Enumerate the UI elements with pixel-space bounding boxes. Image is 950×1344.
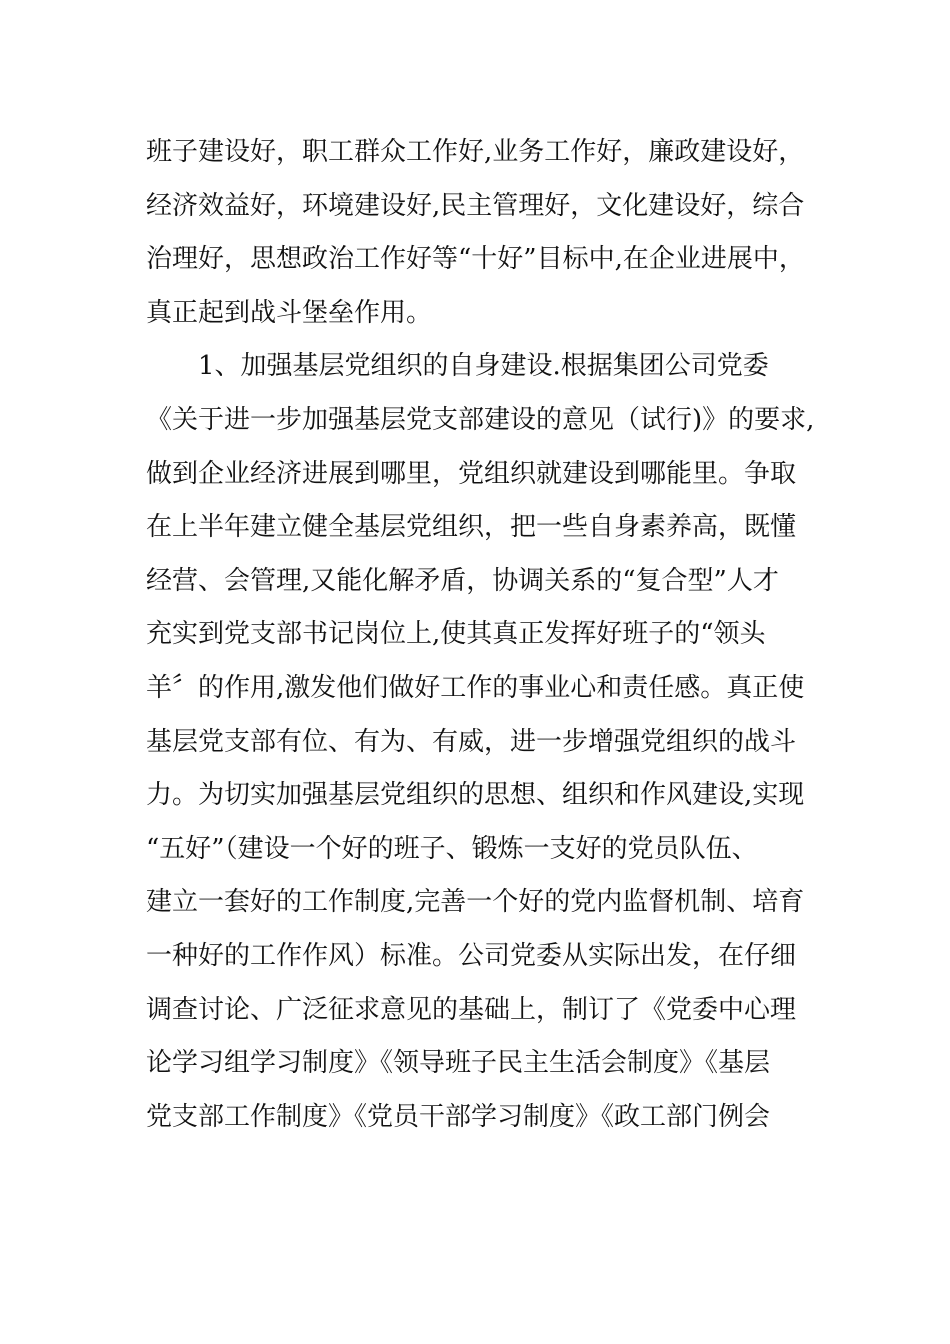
text-line: 班子建设好，职工群众工作好,业务工作好，廉政建设好， bbox=[146, 137, 805, 167]
text-line: 论学习组学习制度》《领导班子民主生活会制度》《基层 bbox=[146, 1048, 771, 1079]
text-line: 在上半年建立健全基层党组织，把一些自身素养高，既懂 bbox=[146, 512, 797, 543]
text-line: “五好”（建设一个好的班子、锻炼一支好的党员队伍、 bbox=[146, 833, 758, 864]
text-line: 真正起到战斗堡垒作用。 bbox=[146, 297, 433, 328]
text-line: 经营、会管理,又能化解矛盾，协调关系的“复合型”人才 bbox=[146, 565, 779, 596]
text-line: 建立一套好的工作制度,完善一个好的党内监督机制、培育 bbox=[146, 887, 805, 918]
text-line: 党支部工作制度》《党员干部学习制度》《政工部门例会 bbox=[146, 1101, 771, 1132]
text-line: 做到企业经济进展到哪里，党组织就建设到哪能里。争取 bbox=[146, 458, 797, 489]
text-line: 力。为切实加强基层党组织的思想、组织和作风建设,实现 bbox=[146, 780, 805, 811]
text-line: 调查讨论、广泛征求意见的基础上，制订了《党委中心理 bbox=[146, 994, 797, 1025]
text-line: 充实到党支部书记岗位上,使其真正发挥好班子的“领头 bbox=[146, 619, 766, 650]
text-line: 治理好，思想政治工作好等“十好”目标中,在企业进展中， bbox=[146, 244, 805, 275]
text-line: 基层党支部有位、有为、有威，进一步增强党组织的战斗 bbox=[146, 726, 797, 757]
text-line: 一种好的工作作风）标准。公司党委从实际出发，在仔细 bbox=[146, 940, 797, 971]
paragraph-start-line: 1、加强基层党组织的自身建设.根据集团公司党委 bbox=[198, 351, 769, 382]
body-text bbox=[146, 126, 816, 1144]
text-line: 羊〞的作用,激发他们做好工作的事业心和责任感。真正使 bbox=[146, 672, 805, 703]
text-line: 经济效益好，环境建设好,民主管理好，文化建设好，综合 bbox=[146, 190, 805, 221]
text-line: 《关于进一步加强基层党支部建设的意见（试行)》的要求, bbox=[146, 404, 815, 435]
